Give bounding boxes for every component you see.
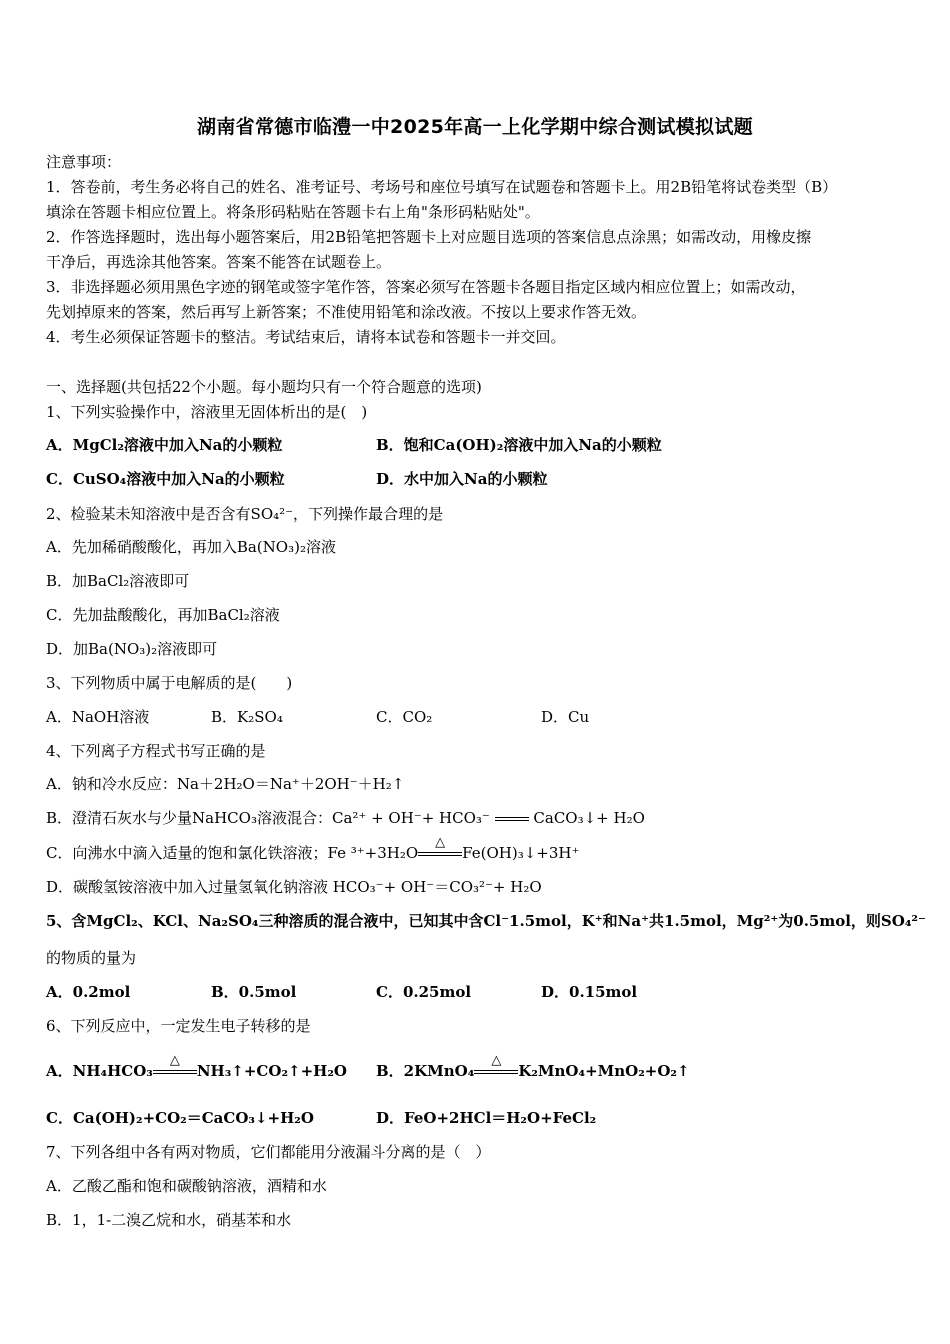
q2-option-c: C．先加盐酸酸化，再加BaCl₂溶液 bbox=[46, 606, 280, 624]
q1-stem: 1、下列实验操作中，溶液里无固体析出的是( ) bbox=[46, 403, 368, 421]
section-heading: 一、选择题(共包括22个小题。每小题均只有一个符合题意的选项) bbox=[46, 378, 482, 396]
q4-option-c-left: C．向沸水中滴入适量的饱和氯化铁溶液；Fe ³⁺+3H₂O bbox=[46, 844, 419, 862]
q6-option-a bbox=[46, 1053, 347, 1081]
q4-option-a: A．钠和冷水反应：Na＋2H₂O＝Na⁺＋2OH⁻＋H₂↑ bbox=[46, 775, 405, 793]
q2-option-d: D．加Ba(NO₃)₂溶液即可 bbox=[46, 640, 218, 658]
q6-option-b bbox=[376, 1053, 690, 1081]
heat-equals-sign bbox=[153, 1053, 197, 1079]
q4-option-b-left: B．澄清石灰水与少量NaHCO₃溶液混合：Ca²⁺ + OH⁻+ HCO₃⁻ bbox=[46, 809, 490, 827]
notice-line-2b: 干净后，再选涂其他答案。答案不能答在试题卷上。 bbox=[46, 253, 392, 271]
q3-stem: 3、下列物质中属于电解质的是( ) bbox=[46, 674, 293, 692]
q5-option-c: C．0.25mol bbox=[376, 983, 472, 1001]
page-title: 湖南省常德市临澧一中2025年高一上化学期中综合测试模拟试题 bbox=[197, 116, 753, 138]
q5-stem-1: 5、含MgCl₂、KCl、Na₂SO₄三种溶质的混合液中，已知其中含Cl⁻1.5mol，K⁺和Na⁺共1.5mol，Mg²⁺为0.5mol，则SO₄²⁻ bbox=[46, 912, 926, 930]
q3-option-d: D．Cu bbox=[541, 708, 590, 726]
heat-equals-sign bbox=[418, 835, 462, 861]
q7-option-a: A．乙酸乙酯和饱和碳酸钠溶液，酒精和水 bbox=[46, 1177, 327, 1195]
q5-option-a: A．0.2mol bbox=[46, 983, 131, 1001]
q3-option-b: B．K₂SO₄ bbox=[211, 708, 283, 726]
heat-icon: △ bbox=[169, 1053, 180, 1068]
q6-option-d: D．FeO+2HCl＝H₂O+FeCl₂ bbox=[376, 1109, 597, 1127]
q5-option-b: B．0.5mol bbox=[211, 983, 297, 1001]
q5-option-d: D．0.15mol bbox=[541, 983, 638, 1001]
notice-heading: 注意事项： bbox=[46, 153, 122, 171]
equals-sign bbox=[495, 814, 529, 824]
q4-option-d: D．碳酸氢铵溶液中加入过量氢氧化钠溶液 HCO₃⁻+ OH⁻＝CO₃²⁻+ H₂O bbox=[46, 878, 542, 896]
q6-option-a-left: A．NH₄HCO₃ bbox=[46, 1062, 153, 1080]
q4-option-c bbox=[46, 835, 580, 863]
q2-option-b: B．加BaCl₂溶液即可 bbox=[46, 572, 190, 590]
q3-option-a: A．NaOH溶液 bbox=[46, 708, 150, 726]
notice-line-1a: 1．答卷前，考生务必将自己的姓名、准考证号、考场号和座位号填写在试题卷和答题卡上。用2B铅笔将试卷类型（B） bbox=[46, 178, 838, 196]
q1-option-a: A．MgCl₂溶液中加入Na的小颗粒 bbox=[46, 436, 283, 454]
q6-stem: 6、下列反应中，一定发生电子转移的是 bbox=[46, 1017, 311, 1035]
q2-stem: 2、检验某未知溶液中是否含有SO₄²⁻，下列操作最合理的是 bbox=[46, 505, 444, 523]
notice-line-3a: 3．非选择题必须用黑色字迹的钢笔或签字笔作答，答案必须写在答题卡各题目指定区域内相应位置上；如需改动， bbox=[46, 278, 806, 296]
q6-option-b-right: K₂MnO₄+MnO₂+O₂↑ bbox=[518, 1062, 690, 1080]
q7-option-b: B．1，1-二溴乙烷和水，硝基苯和水 bbox=[46, 1211, 292, 1229]
q6-option-c: C．Ca(OH)₂+CO₂＝CaCO₃↓+H₂O bbox=[46, 1109, 314, 1127]
notice-line-1b: 填涂在答题卡相应位置上。将条形码粘贴在答题卡右上角"条形码粘贴处"。 bbox=[46, 203, 540, 221]
q6-option-b-left: B．2KMnO₄ bbox=[376, 1062, 475, 1080]
q2-option-a: A．先加稀硝酸酸化，再加入Ba(NO₃)₂溶液 bbox=[46, 538, 336, 556]
q1-option-c: C．CuSO₄溶液中加入Na的小颗粒 bbox=[46, 470, 285, 488]
q4-option-b bbox=[46, 808, 645, 828]
notice-line-4: 4．考生必须保证答题卡的整洁。考试结束后，请将本试卷和答题卡一并交回。 bbox=[46, 328, 566, 346]
q4-stem: 4、下列离子方程式书写正确的是 bbox=[46, 742, 266, 760]
q4-option-b-right: CaCO₃↓+ H₂O bbox=[533, 809, 645, 827]
q1-option-d: D．水中加入Na的小颗粒 bbox=[376, 470, 548, 488]
q4-option-c-right: Fe(OH)₃↓+3H⁺ bbox=[462, 844, 580, 862]
q3-option-c: C．CO₂ bbox=[376, 708, 433, 726]
notice-line-2a: 2．作答选择题时，选出每小题答案后，用2B铅笔把答题卡上对应题目选项的答案信息点涂黑；如需改动，用橡皮擦 bbox=[46, 228, 812, 246]
q5-stem-2: 的物质的量为 bbox=[46, 949, 137, 967]
q1-option-b: B．饱和Ca(OH)₂溶液中加入Na的小颗粒 bbox=[376, 436, 662, 454]
heat-icon: △ bbox=[491, 1053, 502, 1068]
notice-line-3b: 先划掉原来的答案，然后再写上新答案；不准使用铅笔和涂改液。不按以上要求作答无效。 bbox=[46, 303, 647, 321]
heat-equals-sign bbox=[474, 1053, 518, 1079]
q7-stem: 7、下列各组中各有两对物质，它们都能用分液漏斗分离的是（ ） bbox=[46, 1143, 491, 1161]
heat-icon: △ bbox=[435, 835, 446, 850]
q6-option-a-right: NH₃↑+CO₂↑+H₂O bbox=[196, 1062, 347, 1080]
